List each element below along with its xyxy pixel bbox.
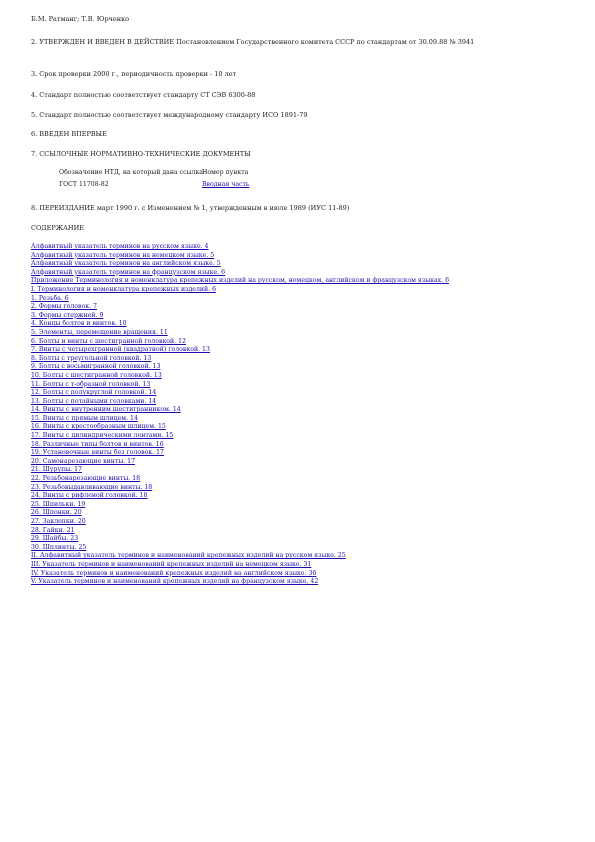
toc-link[interactable]: 21. Шурупы. 17: [31, 466, 82, 474]
toc-link[interactable]: 12. Болты с полукруглой головкой. 14: [31, 389, 157, 397]
toc-link[interactable]: 17. Винты с цилиндрическими лентами. 15: [31, 432, 174, 440]
toc-link[interactable]: Алфавитный указатель терминов на английском языке. 5: [31, 260, 221, 268]
reference-table: [59, 169, 249, 193]
toc-link[interactable]: 19. Установочные винты без головок. 17: [31, 449, 164, 457]
item-approved: 2. УТВЕРЖДЕН И ВВЕДЕН В ДЕЙСТВИЕ Постановлением Государственного комитета СССР по стандартам от 30.09.88 № 3941: [31, 38, 475, 46]
toc-link[interactable]: 30. Шплинты. 25: [31, 543, 87, 551]
toc-link[interactable]: 29. Шайбы. 23: [31, 535, 79, 543]
item-reissue: 8. ПЕРЕИЗДАНИЕ март 1990 г. с Изменением № 1, утвержденным в июле 1989 (ИУС 11-89): [31, 204, 350, 212]
toc-link[interactable]: 25. Шпильки. 19: [31, 500, 86, 508]
toc-link[interactable]: 28. Гайки. 21: [31, 526, 75, 534]
reference-table-header: [59, 169, 249, 181]
toc-link[interactable]: 3. Формы стержней. 9: [31, 311, 104, 319]
item-first-introduced: 6. ВВЕДЕН ВПЕРВЫЕ: [31, 130, 107, 138]
toc-link[interactable]: 27. Заклепки. 20: [31, 518, 86, 525]
authors-line: Б.М. Ратманг; Т.В. Юрченко: [31, 15, 130, 23]
toc-link[interactable]: 6. Болты и винты с шестигранной головкой. 12: [31, 337, 186, 345]
toc-link[interactable]: 1. Резьба. 6: [31, 294, 69, 302]
table-of-contents: [31, 243, 449, 587]
toc-link[interactable]: 23. Резьбовыдавливающие винты. 18: [31, 483, 153, 491]
reference-document: ГОСТ 11708-82: [59, 181, 109, 188]
toc-link[interactable]: 20. Самонарезающие винты. 17: [31, 457, 136, 465]
toc-link[interactable]: Алфавитный указатель терминов на немецком языке. 5: [31, 251, 215, 259]
item-iso-compliance: 5. Стандарт полностью соответствует международному стандарту ИСО 1891-79: [31, 111, 308, 119]
toc-link[interactable]: II. Алфавитный указатель терминов и наименований крепежных изделий на русском языке. 25: [31, 552, 346, 560]
toc-link[interactable]: 8. Болты с треугольной головкой. 13: [31, 354, 152, 362]
item-review-period: 3. Срок проверки 2000 г., периодичность проверки - 10 лет: [31, 70, 237, 78]
toc-link[interactable]: 9. Болты с восьмигранной головкой. 13: [31, 363, 161, 371]
toc-link[interactable]: Алфавитный указатель терминов на русском языке. 4: [31, 243, 209, 250]
reference-table-row: [59, 181, 249, 193]
toc-link[interactable]: 22. Резьбонарезающие винты. 18: [31, 475, 141, 483]
toc-link[interactable]: 13. Болты с потайными головками. 14: [31, 397, 157, 405]
toc-link[interactable]: 10. Болты с шестигранной головкой. 13: [31, 371, 162, 379]
reference-clause-link[interactable]: Вводная часть: [202, 181, 250, 188]
toc-link[interactable]: IV. Указатель терминов и наименований крепежных изделий на английском языке. 36: [31, 569, 317, 577]
contents-title: СОДЕРЖАНИЕ: [31, 224, 85, 232]
reference-header-clause: Номер пункта: [202, 169, 249, 176]
toc-link[interactable]: 18. Различные типы болтов и винтов. 16: [31, 440, 164, 448]
item-st-sev-compliance: 4. Стандарт полностью соответствует стандарту СТ СЭВ 6300-88: [31, 91, 256, 99]
toc-link[interactable]: 11. Болты с т-образной головкой. 13: [31, 380, 151, 388]
toc-link[interactable]: 7. Винты с четырехгранной (квадратной) головкой. 13: [31, 346, 210, 354]
toc-link[interactable]: 26. Шпонки. 20: [31, 509, 82, 517]
toc-link[interactable]: III. Указатель терминов и наименований крепежных изделий на немецком языке. 31: [31, 560, 312, 568]
toc-link[interactable]: 15. Винты с прямым шлицем. 14: [31, 414, 138, 422]
toc-link[interactable]: 24. Винты с рифленой головкой. 18: [31, 492, 148, 500]
toc-link[interactable]: 5. Элементы, перемещение вращения. 11: [31, 328, 168, 336]
reference-header-document: Обозначение НТД, на который дана ссылка: [59, 169, 203, 176]
toc-link[interactable]: I. Терминология и номенклатура крепежных изделий. 6: [31, 285, 217, 293]
toc-link[interactable]: V. Указатель терминов и наименований крепежных изделий на французском языке. 42: [31, 578, 319, 586]
toc-link[interactable]: 16. Винты с крестообразным шлицем. 15: [31, 423, 166, 431]
toc-link[interactable]: Приложение Терминология и номенклатура крепежных изделий на русском, немецком, английском и французском языках. 6: [31, 277, 450, 285]
toc-link[interactable]: 14. Винты с внутренним шестигранником. 14: [31, 406, 181, 414]
toc-link[interactable]: 2. Формы головок. 7: [31, 303, 97, 311]
item-reference-documents: 7. ССЫЛОЧНЫЕ НОРМАТИВНО-ТЕХНИЧЕСКИЕ ДОКУМЕНТЫ: [31, 150, 251, 158]
toc-link[interactable]: 4. Концы болтов и винтов. 10: [31, 320, 127, 328]
toc-link[interactable]: Алфавитный указатель терминов на французском языке. 6: [31, 268, 226, 276]
